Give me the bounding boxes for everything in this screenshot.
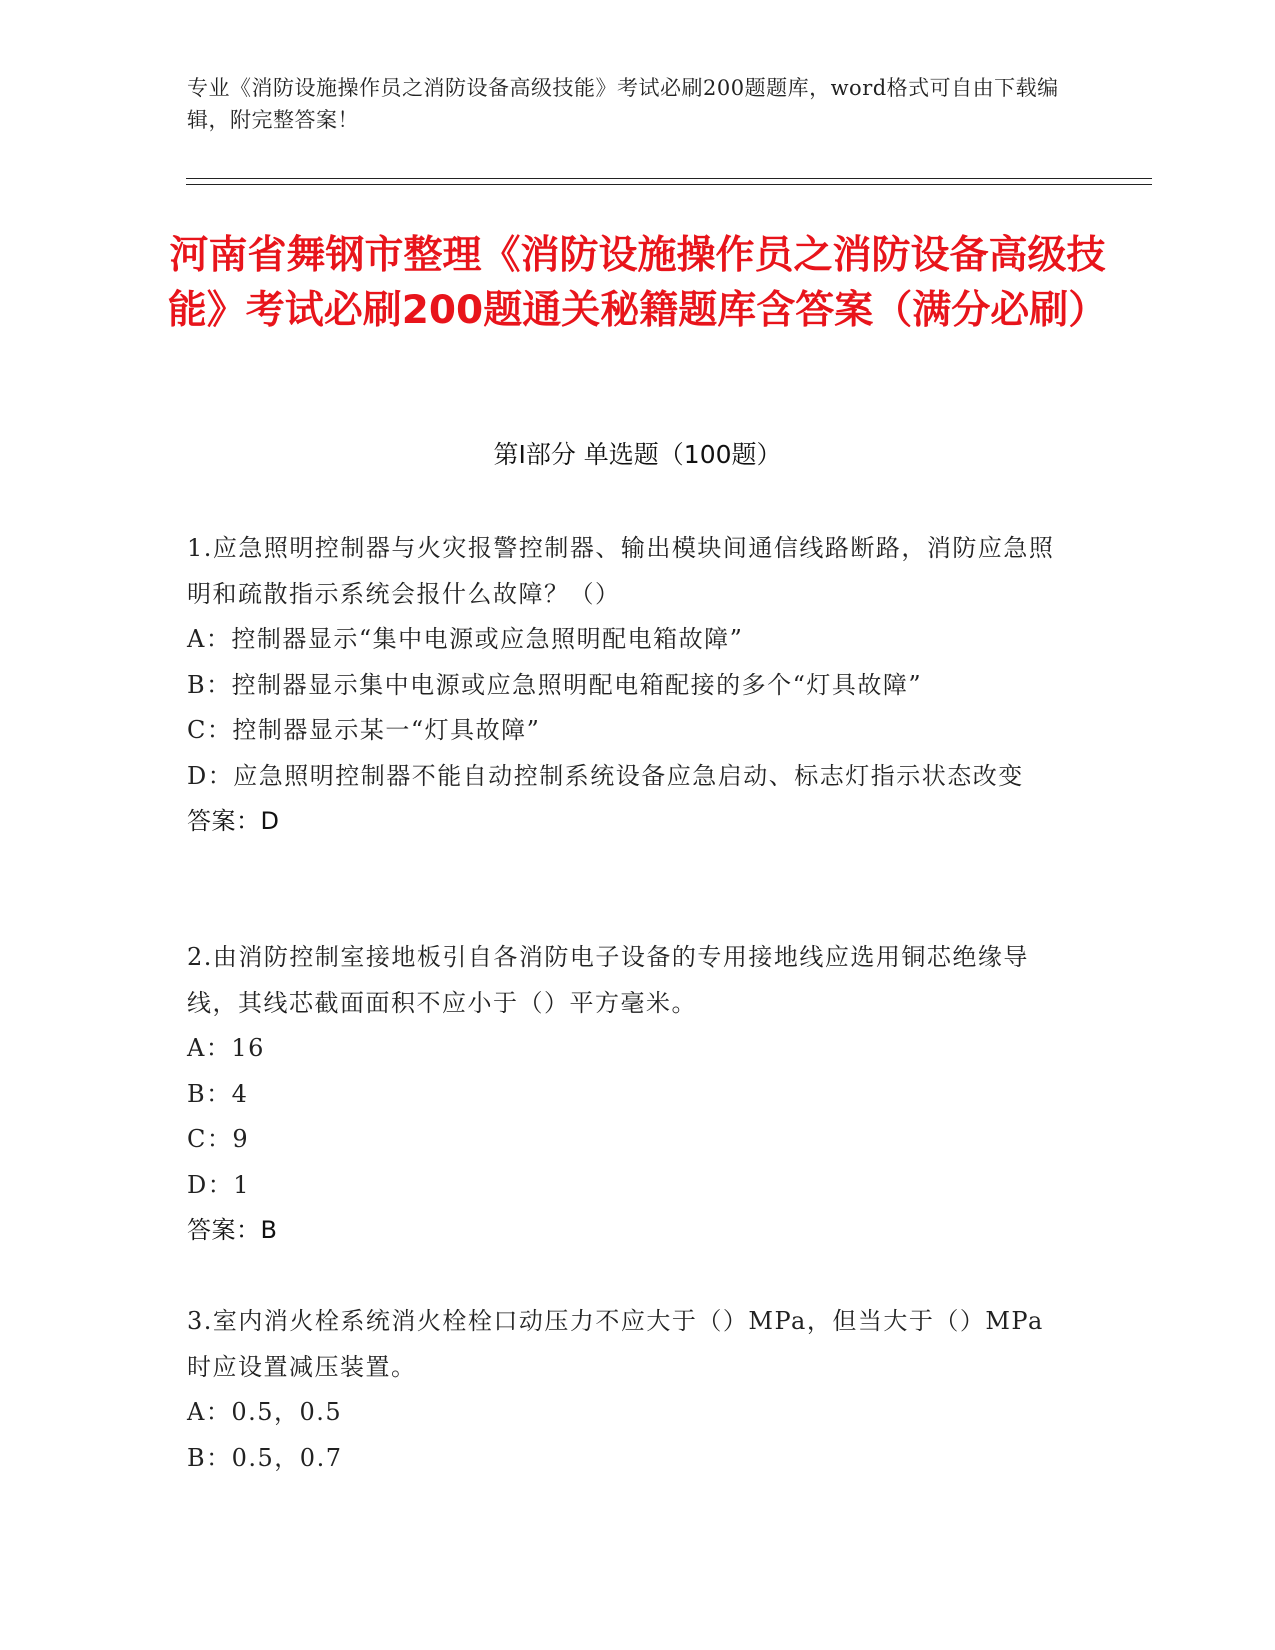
option-a: A：16	[187, 1034, 265, 1062]
option-a: A：0.5，0.5	[187, 1398, 343, 1426]
option-d: D：应急照明控制器不能自动控制系统设备应急启动、标志灯指示状态改变	[187, 761, 1024, 790]
section-heading: 第Ⅰ部分 单选题（100题）	[493, 440, 782, 469]
option-d: D：1	[187, 1170, 251, 1199]
answer: 答案：D	[187, 807, 280, 835]
question-2	[187, 935, 1067, 1254]
question-1	[187, 526, 1067, 845]
question-stem: 1.应急照明控制器与火灾报警控制器、输出模块间通信线路断路，消防应急照明和疏散指示系统会报什么故障？（）	[187, 534, 1055, 608]
header-divider-top	[186, 178, 1152, 179]
document-title: 河南省舞钢市整理《消防设施操作员之消防设备高级技能》考试必刷200题通关秘籍题库含答案（满分必刷）	[167, 233, 1108, 333]
question-3	[187, 1299, 1067, 1481]
option-b: B：控制器显示集中电源或应急照明配电箱配接的多个“灯具故障”	[187, 670, 923, 699]
option-b: B：0.5，0.7	[187, 1443, 343, 1472]
question-stem: 3.室内消火栓系统消火栓栓口动压力不应大于（）MPa，但当大于（）MPa时应设置减压装置。	[187, 1307, 1044, 1381]
header-note: 专业《消防设施操作员之消防设备高级技能》考试必刷200题题库，word格式可自由下载编辑，附完整答案！	[187, 76, 1059, 132]
option-c: C：9	[187, 1125, 250, 1153]
option-a: A：控制器显示“集中电源或应急照明配电箱故障”	[187, 625, 744, 653]
answer: 答案：B	[187, 1216, 278, 1244]
header-divider-bottom	[186, 184, 1152, 185]
option-b: B：4	[187, 1079, 249, 1108]
question-stem: 2.由消防控制室接地板引自各消防电子设备的专用接地线应选用铜芯绝缘导线，其线芯截面面积不应小于（）平方毫米。	[187, 943, 1029, 1017]
option-c: C：控制器显示某一“灯具故障”	[187, 716, 541, 744]
